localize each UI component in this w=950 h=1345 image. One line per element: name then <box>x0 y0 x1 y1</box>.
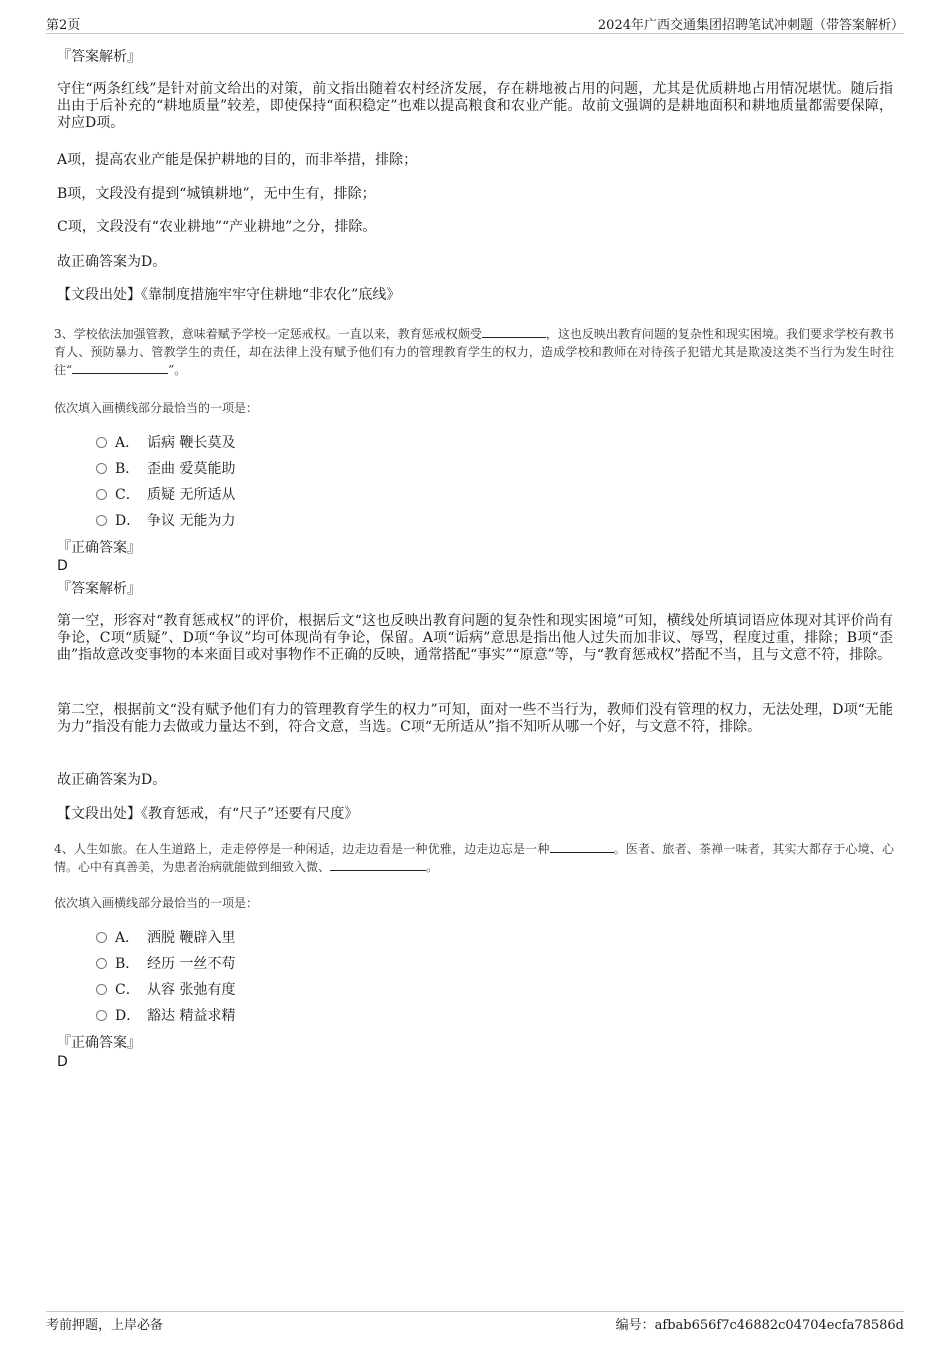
q2-analysis-option-c: C项，文段没有“农业耕地”“产业耕地”之分，排除。 <box>57 219 377 235</box>
q3-option-a[interactable] <box>96 434 235 452</box>
header-divider <box>46 33 904 34</box>
option-letter: C． <box>115 982 140 998</box>
q2-conclusion: 故正确答案为D。 <box>57 254 167 270</box>
option-letter: D． <box>115 513 141 529</box>
q4-stem <box>54 840 894 876</box>
q3-analysis-paragraph-2: 第二空，根据前文“没有赋予他们有力的管理教育学生的权力”可知，面对一些不当行为，教师们没有管理的权力，无法处理，D项“无能为力”指没有能力去做或力量达不到，符合文意，当选。C项“无所适从”指不知听从哪一个好，与文意不符，排除。 <box>57 702 893 735</box>
q4-option-d[interactable] <box>96 1007 235 1025</box>
q3-blank-1 <box>482 325 546 338</box>
q3-stem <box>54 325 894 379</box>
q2-analysis-option-b: B项，文段没有提到“城镇耕地”，无中生有，排除； <box>57 186 376 202</box>
option-text: 歪曲 爱莫能助 <box>147 461 236 477</box>
option-text: 豁达 精益求精 <box>147 1008 236 1024</box>
radio-icon[interactable] <box>96 984 107 995</box>
radio-icon[interactable] <box>96 463 107 474</box>
option-text: 经历 一丝不苟 <box>147 956 236 972</box>
option-letter: B． <box>115 461 140 477</box>
option-text: 争议 无能为力 <box>147 513 236 529</box>
q3-stem-part-1: 3、学校依法加强管教，意味着赋予学校一定惩戒权。一直以来，教育惩戒权颇受 <box>54 327 482 341</box>
footer-divider <box>46 1311 904 1312</box>
option-text: 诟病 鞭长莫及 <box>147 435 236 451</box>
q2-analysis-option-a: A项，提高农业产能是保护耕地的目的，而非举措，排除； <box>57 152 418 168</box>
option-letter: D． <box>115 1008 141 1024</box>
option-letter: A． <box>115 930 140 946</box>
q3-stem-part-2: ，这也反映出教育问题的复杂性和现实困境。我们要求学校有教书育人、预防暴力、管教学生的责任，却在法律上没有赋予他们有力的管理教育学生的权力，造成学校和教师在对待孩子犯错尤其是欺凌这类不当行为发生时往往“ <box>54 327 894 377</box>
q2-analysis-paragraph: 守住“两条红线”是针对前文给出的对策，前文指出随着农村经济发展，存在耕地被占用的问题，尤其是优质耕地占用情况堪忧。随后指出由于后补充的“耕地质量”较差，即使保持“面积稳定”也难以提高粮食和农业产能。故前文强调的是耕地面积和耕地质量都需要保障，对应D项。 <box>57 81 893 131</box>
option-text: 质疑 无所适从 <box>147 487 236 503</box>
q3-answer: D <box>57 558 68 574</box>
page-header <box>46 14 904 32</box>
q4-stem-part-2: 。医者、旅者、茶禅一味者，其实大都存于心境、心情。心中有真善美，为患者治病就能做到细致入微、 <box>54 842 894 874</box>
option-letter: B． <box>115 956 140 972</box>
q3-option-d[interactable] <box>96 512 235 530</box>
q3-source: 【文段出处】《教育惩戒，有“尺子”还要有尺度》 <box>57 806 359 822</box>
q3-analysis-label: 『答案解析』 <box>57 581 141 597</box>
q2-analysis-label: 『答案解析』 <box>57 49 141 65</box>
q3-prompt: 依次填入画横线部分最恰当的一项是： <box>54 401 259 415</box>
footer-slogan: 考前押题，上岸必备 <box>46 1318 164 1333</box>
q4-stem-part-1: 4、人生如旅。在人生道路上，走走停停是一种闲适，边走边看是一种优雅，边走边忘是一种 <box>54 842 550 856</box>
radio-icon[interactable] <box>96 515 107 526</box>
q4-option-b[interactable] <box>96 955 235 973</box>
q4-option-a[interactable] <box>96 929 235 947</box>
radio-icon[interactable] <box>96 437 107 448</box>
q4-prompt: 依次填入画横线部分最恰当的一项是： <box>54 896 259 910</box>
page-footer <box>46 1314 904 1332</box>
option-text: 从容 张弛有度 <box>147 982 236 998</box>
option-text: 洒脱 鞭辟入里 <box>147 930 236 946</box>
option-letter: A． <box>115 435 140 451</box>
q4-option-c[interactable] <box>96 981 235 999</box>
radio-icon[interactable] <box>96 489 107 500</box>
q3-blank-2 <box>72 361 168 374</box>
radio-icon[interactable] <box>96 1010 107 1021</box>
q2-source: 【文段出处】《靠制度措施牢牢守住耕地“非农化”底线》 <box>57 287 401 303</box>
q3-option-b[interactable] <box>96 460 235 478</box>
q4-blank-1 <box>550 840 614 853</box>
radio-icon[interactable] <box>96 932 107 943</box>
page-number: 第2页 <box>46 18 81 33</box>
q4-blank-2 <box>330 858 426 871</box>
q3-answer-label: 『正确答案』 <box>57 540 141 556</box>
q3-stem-part-3: ”。 <box>168 363 187 377</box>
q4-stem-part-3: 。 <box>426 860 439 874</box>
document-title: 2024年广西交通集团招聘笔试冲刺题（带答案解析） <box>597 18 904 33</box>
q4-answer-label: 『正确答案』 <box>57 1035 141 1051</box>
q3-option-c[interactable] <box>96 486 235 504</box>
q3-analysis-paragraph-1: 第一空，形容对“教育惩戒权”的评价，根据后文“这也反映出教育问题的复杂性和现实困境”可知，横线处所填词语应体现对其评价尚有争论，C项“质疑”、D项“争议”均可体现尚有争论，保留。A项“诟病”意思是指出他人过失而加非议、辱骂，程度过重，排除；B项“歪曲”指故意改变事物的本来面目或对事物作不正确的反映，通常搭配“事实”“原意”等，与“教育惩戒权”搭配不当，且与文意不符，排除。 <box>57 613 893 663</box>
radio-icon[interactable] <box>96 958 107 969</box>
option-letter: C． <box>115 487 140 503</box>
q3-conclusion: 故正确答案为D。 <box>57 772 167 788</box>
q4-answer: D <box>57 1054 68 1070</box>
document-id: 编号：afbab656f7c46882c04704ecfa78586d <box>615 1318 904 1333</box>
